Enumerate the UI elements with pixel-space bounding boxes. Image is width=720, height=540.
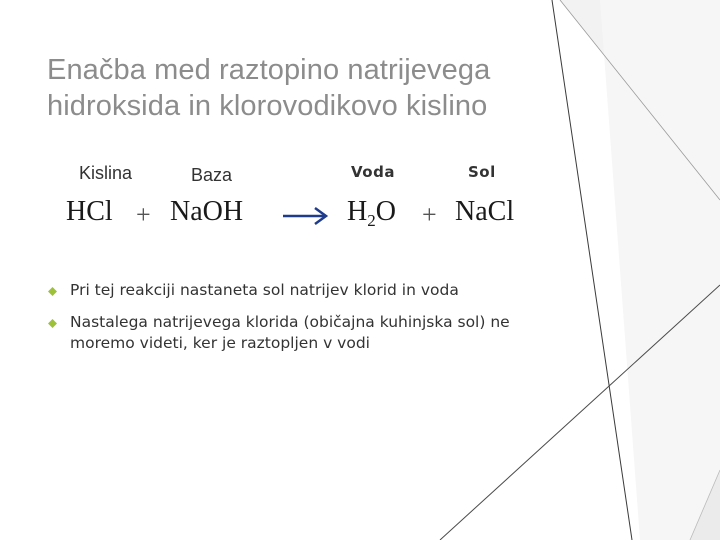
label-water: Voda	[351, 163, 395, 181]
formula-hcl: HCl	[66, 196, 113, 227]
bullet-diamond-icon	[48, 319, 57, 328]
bullet-list	[46, 280, 566, 365]
reaction-arrow-icon	[281, 206, 331, 226]
bullet-item	[46, 280, 566, 301]
bullet-text: Nastalega natrijevega klorida (običajna kuhinjska sol) ne moremo videti, ker je raztopljen v vodi	[70, 313, 510, 352]
formula-nacl: NaCl	[455, 196, 515, 227]
plus-sign-1: +	[136, 200, 151, 229]
bullet-text: Pri tej reakciji nastaneta sol natrijev klorid in voda	[70, 281, 459, 299]
label-salt: Sol	[468, 163, 496, 181]
label-base: Baza	[191, 165, 233, 185]
plus-sign-2: +	[422, 200, 437, 229]
bullet-diamond-icon	[48, 287, 57, 296]
formula-naoh: NaOH	[170, 196, 244, 227]
formula-water-subscript: 2	[367, 211, 376, 230]
title-line-2: hidroksida in klorovodikovo kislino	[47, 90, 488, 122]
bullet-item	[46, 312, 566, 354]
slide-title	[47, 52, 567, 124]
title-line-1: Enačba med raztopino natrijevega	[47, 54, 491, 86]
label-acid: Kislina	[79, 163, 133, 183]
formula-water	[347, 196, 396, 228]
formula-water-h: H	[347, 196, 368, 227]
formula-water-o: O	[375, 196, 396, 227]
